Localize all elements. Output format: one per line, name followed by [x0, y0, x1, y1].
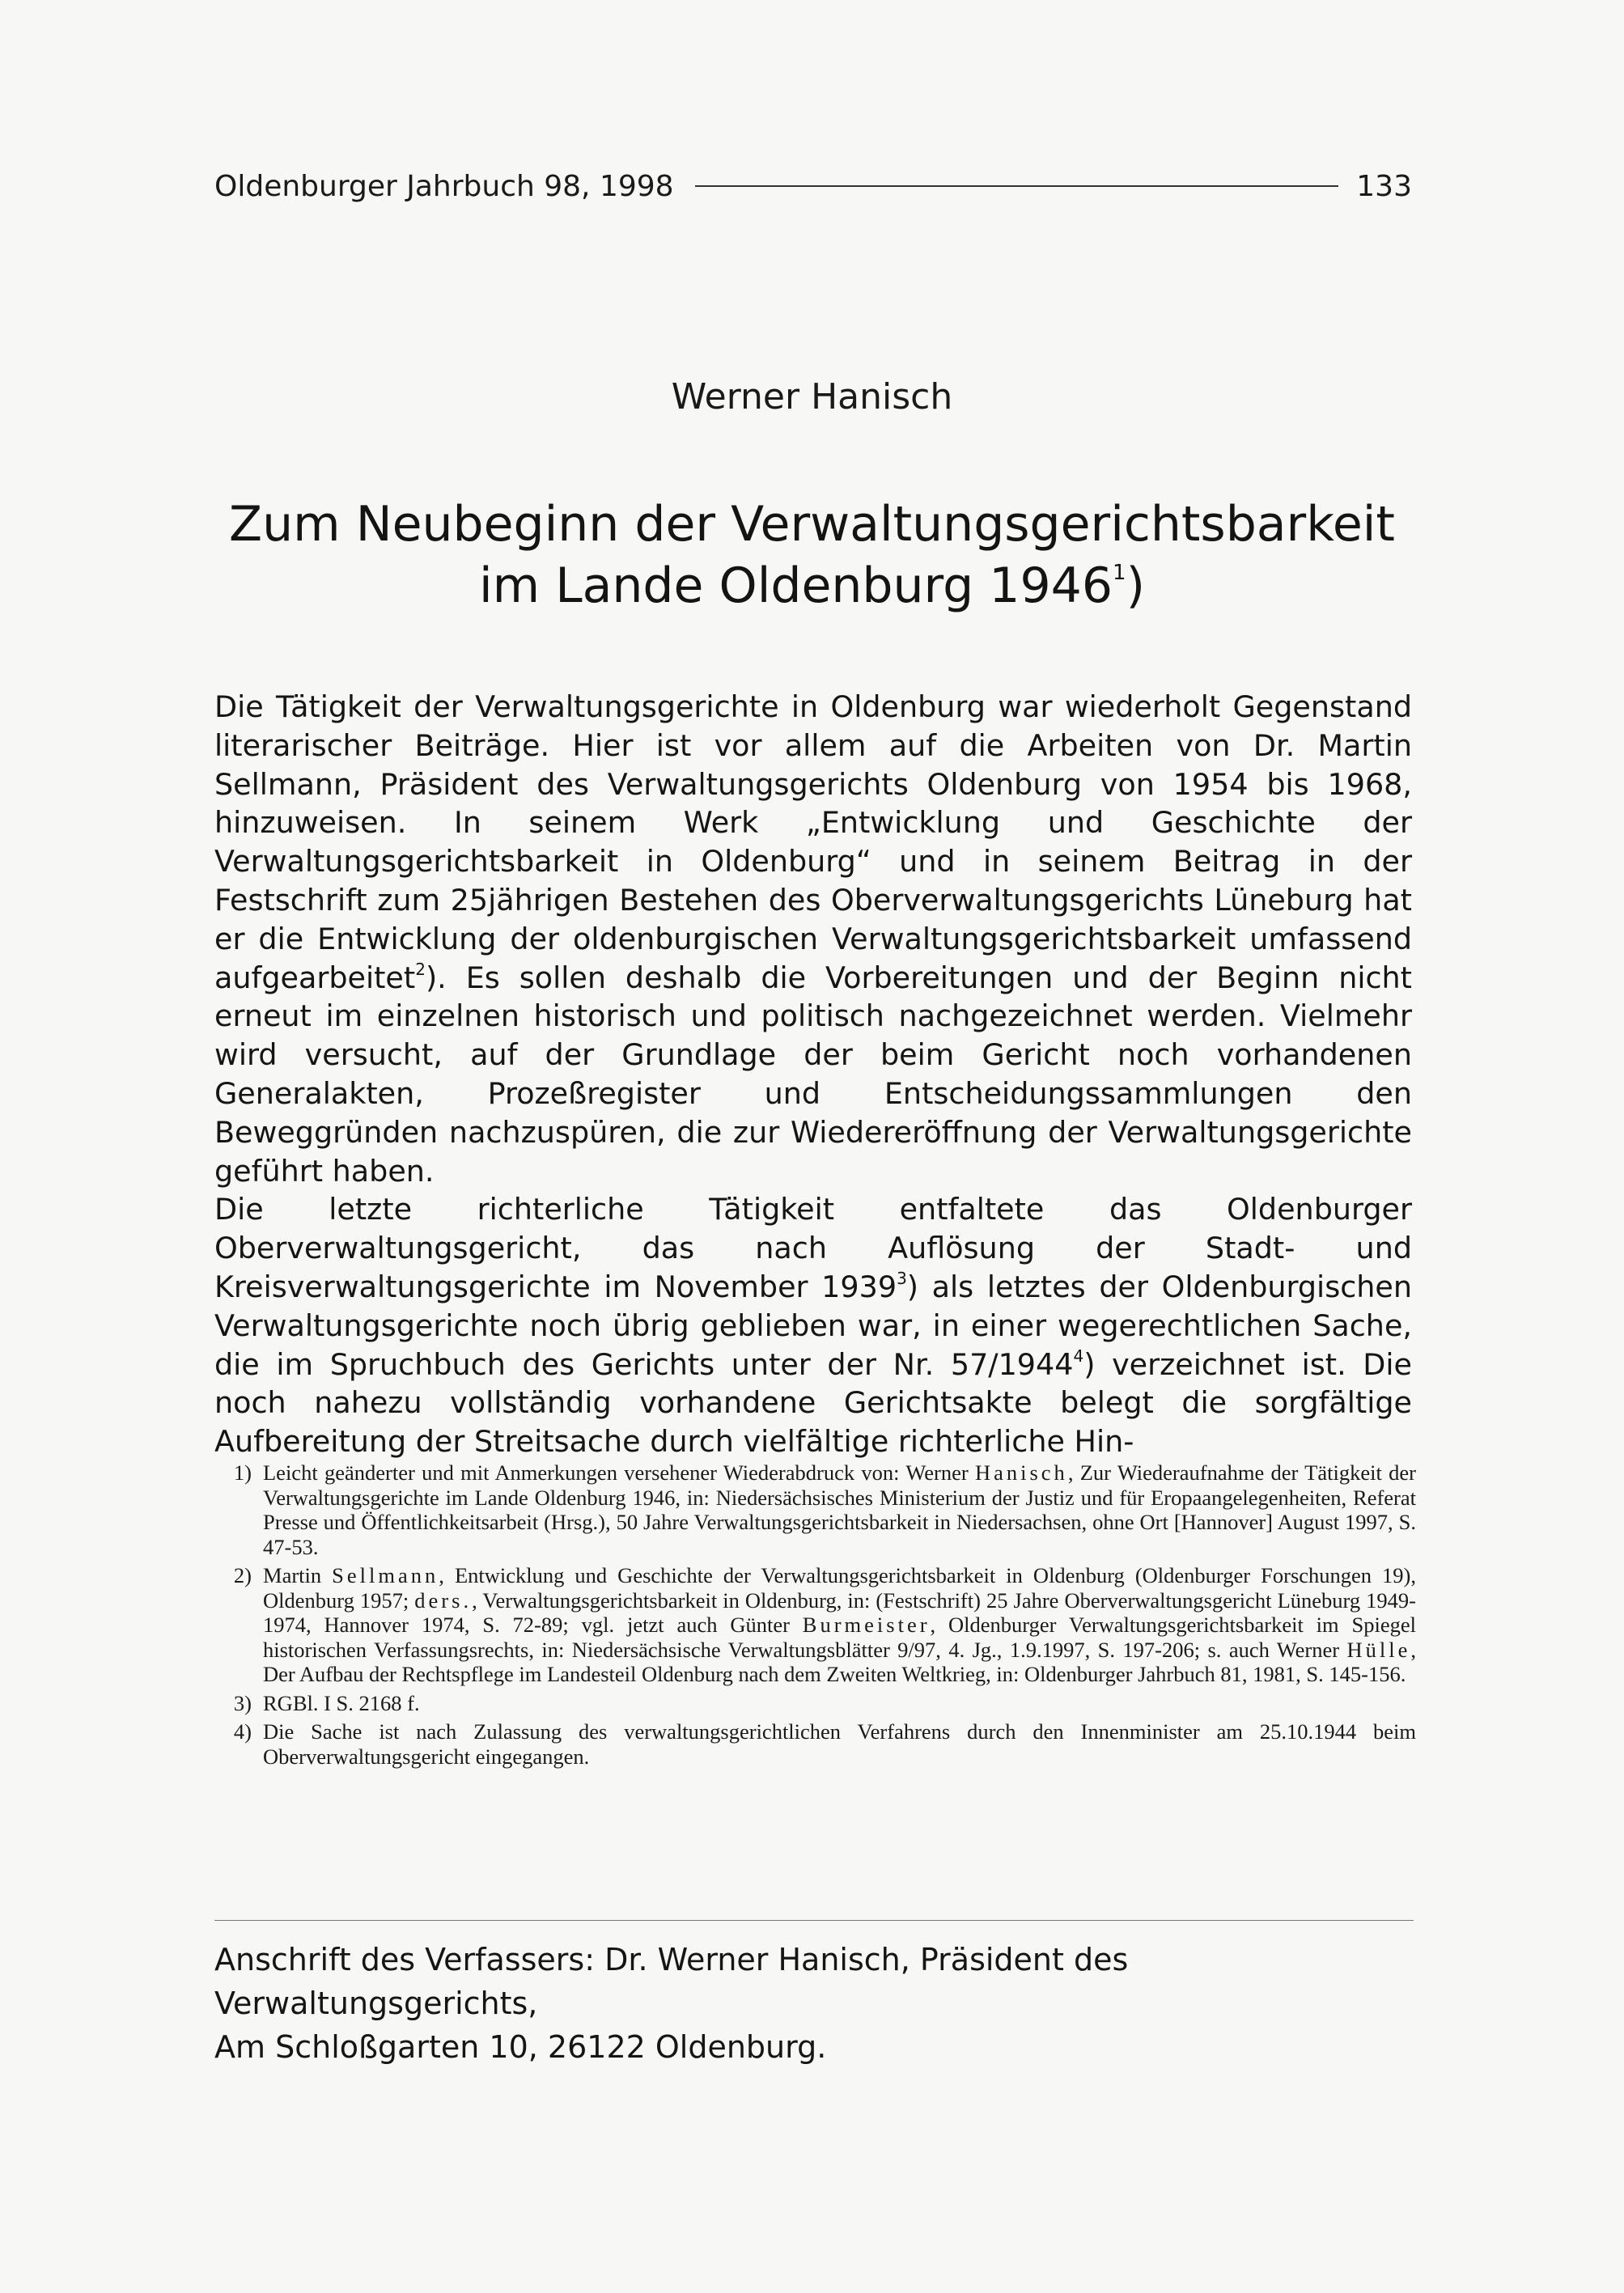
running-header: [214, 166, 1412, 206]
page-number: 133: [1356, 169, 1412, 203]
paragraph-2-part-a: Die letzte richterliche Tätigkeit entfaltete das Oldenburger Oberverwaltungsgericht, das nach Auflösung der Stadt- und Kreisverwaltungsgerichte im November 1939: [214, 1192, 1412, 1304]
paragraph-1: [214, 688, 1412, 1190]
address-line-1: Anschrift des Verfassers: Dr. Werner Hanisch, Präsident des Verwaltungsgerichts,: [214, 1942, 1129, 2021]
paragraph-1-part-a: Die Tätigkeit der Verwaltungsgerichte in Oldenburg war wiederholt Gegenstand literarischer Beiträge. Hier ist vor allem auf die Arbeiten von Dr. Martin Sellmann, Präsident des Verwaltungsgerichts Oldenburg von 1954 bis 1968, hinzuweisen. In seinem Werk „Entwicklung und Geschichte der Verwaltungsgerichtsbarkeit in Oldenburg“ und in seinem Beitrag in der Festschrift zum 25jährigen Bestehen des Oberverwaltungsgerichts Lüneburg hat er die Entwicklung der oldenburgischen Verwaltungsgerichtsbarkeit umfassend aufgearbeitet: [214, 689, 1412, 995]
footnote-2-text-b: , Entwicklung und Geschichte der Verwaltungsgerichtsbarkeit in Oldenburg (Oldenburger Forschungen 19), Oldenburg 1957;: [263, 1563, 1417, 1613]
footnote-2-text-a: Martin: [263, 1563, 333, 1587]
author-surname: Hülle: [1346, 1637, 1411, 1662]
footnote-2-text-d: , Oldenburger Verwaltungsgerichtsbarkeit im Spiegel historischen Verfassungsrechts, in: Niedersächsische Verwaltungsblätter 9/97, 4. Jg., 1.9.1997, S. 197-206; s. auch Werner: [263, 1613, 1416, 1662]
address-divider: [214, 1920, 1414, 1921]
author-address: [214, 1938, 1420, 2069]
footnote-text: [263, 1460, 1416, 1559]
footnote-2-text-c: , Verwaltungsgerichtsbarkeit in Oldenburg, in: (Festschrift) 25 Jahre Oberverwaltungsgericht Lüneburg 1949-1974, Hannover 1974, S. 72-89; vgl. jetzt auch Günter: [263, 1587, 1416, 1637]
footnote-text: [263, 1563, 1416, 1687]
paragraph-2-part-b: ) als letztes der Oldenburgischen Verwaltungsgerichte noch übrig geblieben war, in einer wegerechtlichen Sache, die im Spruchbuch des Gerichts unter der Nr. 57/1944: [214, 1269, 1412, 1382]
title-line-2: [0, 555, 1624, 617]
header-rule: [695, 185, 1339, 187]
address-line-2: Am Schloßgarten 10, 26122 Oldenburg.: [214, 2029, 827, 2065]
footnote-1-text-b: , Zur Wiederaufnahme der Tätigkeit der Verwaltungsgerichte im Lande Oldenburg 1946, in: Niedersächsisches Ministerium der Justiz und für Eropaangelegenheiten, Referat Presse und Öffentlichkeitsarbeit (Hrsg.), 50 Jahre Verwaltungsgerichtsbarkeit in Niedersachsen, ohne Ort [Hannover] August 1997, S. 47-53.: [263, 1460, 1416, 1559]
footnote-number: 4): [233, 1719, 252, 1744]
footnote-2: [214, 1563, 1416, 1687]
footnote-number: 1): [233, 1460, 252, 1485]
footnote-ref-3[interactable]: 3: [897, 1268, 907, 1288]
footnote-ref-4[interactable]: 4: [1073, 1346, 1084, 1366]
author-surname: ders.: [414, 1587, 473, 1613]
footnote-1: [214, 1460, 1416, 1559]
paragraph-1-part-b: ). Es sollen deshalb die Vorbereitungen und der Beginn nicht erneut im einzelnen historisch und politisch nachgezeichnet werden. Vielmehr wird versucht, auf der Grundlage der beim Gericht noch vorhandenen Generalakten, Prozeßregister und Entscheidungssammlungen den Beweggründen nachzuspüren, die zur Wiedereröffnung der Verwaltungsgerichte geführt haben.: [214, 960, 1412, 1189]
footnote-1-text-a: Leicht geänderter und mit Anmerkungen versehener Wiederabdruck von: Werner: [263, 1460, 975, 1485]
footnote-4: [214, 1719, 1416, 1769]
journal-title: Oldenburger Jahrbuch 98, 1998: [214, 169, 674, 203]
footnote-text: Die Sache ist nach Zulassung des verwaltungsgerichtlichen Verfahrens durch den Innenminister am 25.10.1944 beim Oberverwaltungsgericht eingegangen.: [263, 1719, 1416, 1769]
footnote-2-text-e: , Der Aufbau der Rechtspflege im Landesteil Oldenburg nach dem Zweiten Weltkrieg, in: Oldenburger Jahrbuch 81, 1981, S. 145-156.: [263, 1637, 1416, 1686]
footnote-ref-2[interactable]: 2: [415, 959, 426, 979]
article-title: [0, 494, 1624, 617]
body-text: [214, 688, 1412, 1461]
author-surname: Burmeister: [802, 1613, 931, 1637]
paragraph-2-part-c: ) verzeichnet ist. Die noch nahezu vollständig vorhandene Gerichtsakte belegt die sorgfältige Aufbereitung der Streitsache durch vielfältige richterliche Hin-: [214, 1346, 1412, 1460]
title-line-2-text: im Lande Oldenburg 1946: [479, 557, 1113, 614]
footnote-ref-1[interactable]: 1: [1113, 561, 1126, 585]
author-surname: Hanisch: [974, 1460, 1068, 1485]
footnote-number: 3): [233, 1690, 252, 1715]
footnote-3: [214, 1691, 1416, 1716]
title-suffix: ): [1126, 557, 1145, 614]
author-name: Werner Hanisch: [671, 376, 953, 417]
footnote-number: 2): [233, 1563, 252, 1587]
paragraph-2: [214, 1190, 1412, 1461]
footnotes: [214, 1460, 1416, 1773]
footnote-text: RGBl. I S. 2168 f.: [263, 1690, 420, 1715]
title-line-1: Zum Neubeginn der Verwaltungsgerichtsbarkeit: [229, 496, 1395, 553]
author-surname: Sellmann: [332, 1563, 439, 1587]
